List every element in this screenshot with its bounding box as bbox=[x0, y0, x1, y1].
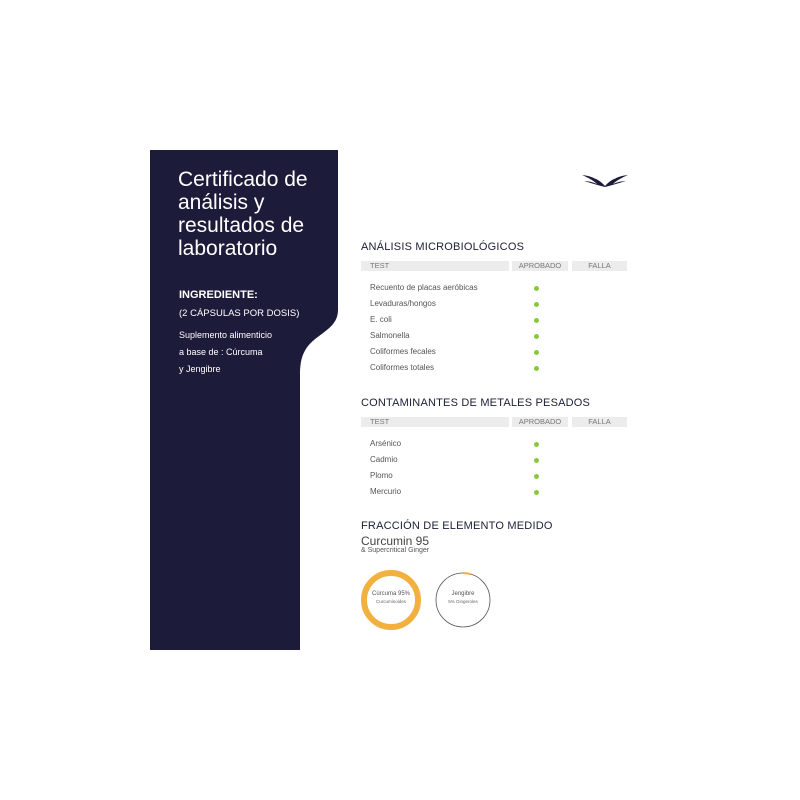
metals-header-pass: APROBADO bbox=[512, 417, 568, 427]
jengibre-sub: 5% Gingeroles bbox=[448, 599, 478, 604]
ingredient-desc-line: y Jengibre bbox=[179, 364, 221, 374]
test-row-label: Coliformes totales bbox=[370, 363, 435, 372]
test-row-label: Salmonella bbox=[370, 331, 410, 340]
fraction-section-title: FRACCIÓN DE ELEMENTO MEDIDO bbox=[361, 520, 553, 532]
jengibre-ring-arc bbox=[463, 573, 471, 574]
test-row-label: Levaduras/hongos bbox=[370, 299, 436, 308]
micro-section-title: ANÁLISIS MICROBIOLÓGICOS bbox=[361, 241, 525, 253]
micro-header-test bbox=[361, 261, 509, 271]
test-row-label: Cadmio bbox=[370, 455, 398, 464]
metals-header-test-label: TEST bbox=[370, 417, 390, 426]
metals-section-title: CONTAMINANTES DE METALES PESADOS bbox=[361, 397, 591, 409]
ingredient-heading: INGREDIENTE: bbox=[179, 289, 258, 301]
test-row-label: Coliformes fecales bbox=[370, 347, 436, 356]
product-name: Curcumin 95 bbox=[361, 534, 430, 548]
test-row-label: E. coli bbox=[370, 315, 392, 324]
pass-dot-icon bbox=[534, 302, 539, 307]
metals-header-fail: FALLA bbox=[572, 417, 627, 427]
pass-dot-icon bbox=[534, 286, 539, 291]
pass-dot-icon bbox=[534, 458, 539, 463]
pass-dot-icon bbox=[534, 366, 539, 371]
test-row-label: Arsénico bbox=[370, 439, 402, 448]
curcuma-sub: Curcuminoides bbox=[375, 599, 406, 604]
micro-header-test-label: TEST bbox=[370, 261, 390, 270]
pass-dot-icon bbox=[534, 490, 539, 495]
metals-header-test bbox=[361, 417, 509, 427]
wings-logo-icon bbox=[582, 172, 628, 188]
ingredient-description bbox=[179, 327, 309, 378]
test-row-label: Plomo bbox=[370, 471, 393, 480]
pass-dot-icon bbox=[534, 334, 539, 339]
pass-dot-icon bbox=[534, 474, 539, 479]
ingredient-desc-line: Suplemento alimenticio bbox=[179, 330, 273, 340]
ingredient-desc-line: a base de : Cúrcuma bbox=[179, 347, 263, 357]
pass-dot-icon bbox=[534, 442, 539, 447]
product-subtitle: & Supercritical Ginger bbox=[361, 547, 430, 554]
jengibre-ring-label bbox=[435, 590, 491, 606]
micro-header-fail: FALLA bbox=[572, 261, 627, 271]
micro-header-pass: APROBADO bbox=[512, 261, 568, 271]
pass-dot-icon bbox=[534, 350, 539, 355]
test-row-label: Recuento de placas aeróbicas bbox=[370, 283, 478, 292]
pass-dot-icon bbox=[534, 318, 539, 323]
curcuma-ring-label bbox=[359, 590, 423, 606]
certificate-card bbox=[150, 150, 645, 650]
ingredient-dose: (2 CÁPSULAS POR DOSIS) bbox=[179, 308, 300, 319]
test-row-label: Mercurio bbox=[370, 487, 402, 496]
page-title: Certificado de análisis y resultados de laboratorio bbox=[178, 168, 308, 260]
curcuma-label: Cúrcuma 95% bbox=[371, 591, 410, 597]
jengibre-label: Jengibre bbox=[451, 591, 475, 597]
